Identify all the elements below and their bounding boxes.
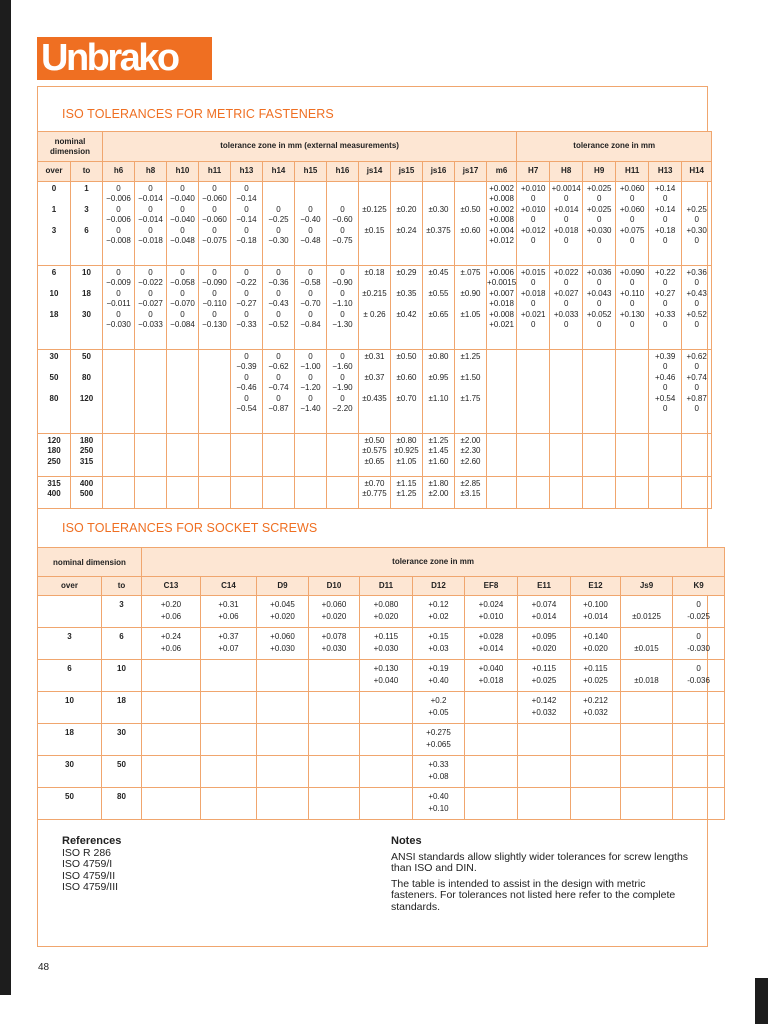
tolerance-cell (621, 724, 673, 756)
tolerance-cell (518, 788, 571, 820)
tolerance-cell: ±2.85 ±3.15 (455, 477, 487, 509)
table-row (38, 788, 725, 820)
tolerance-cell: +0.20 +0.06 (142, 596, 201, 628)
tolerance-cell: 0 −0.39 0 −0.46 0 −0.54 (231, 350, 263, 434)
tolerance-cell (201, 724, 257, 756)
tolerance-cell (583, 350, 616, 434)
tolerance-cell (571, 788, 621, 820)
tolerance-cell: 0 −0.14 0 −0.14 0 −0.18 (231, 182, 263, 266)
tolerance-cell: ±0.45 ±0.55 ±0.65 (423, 266, 455, 350)
col-header-K9: K9 (673, 577, 725, 596)
tolerance-cell: +0.130 +0.040 (360, 660, 413, 692)
tolerance-cell: 0 −0.22 0 −0.27 0 −0.33 (231, 266, 263, 350)
to-cell: 400 500 (71, 477, 103, 509)
col-header-h11: h11 (199, 162, 231, 182)
over-cell: 50 (38, 788, 102, 820)
tolerance-cell (465, 724, 518, 756)
tolerance-cell: +0.115 +0.030 (360, 628, 413, 660)
table-row (38, 724, 725, 756)
tolerance-cell (142, 660, 201, 692)
tolerance-cell: ±1.80 ±2.00 (423, 477, 455, 509)
socket-nominal-label: nominal dimension (53, 557, 126, 567)
tolerance-cell: 0 −0.014 0 −0.014 0 −0.018 (135, 182, 167, 266)
tolerance-cell: 0 −1.60 0 −1.90 0 −2.20 (327, 350, 359, 434)
col-header-D10: D10 (309, 577, 360, 596)
tolerance-cell (309, 660, 360, 692)
col-header-H9: H9 (583, 162, 616, 182)
over-cell: 3 (38, 628, 102, 660)
tolerance-cell: +0.040 +0.018 (465, 660, 518, 692)
to-cell: 50 80 120 (71, 350, 103, 434)
tolerance-cell: +0.074 +0.014 (518, 596, 571, 628)
tolerance-cell: +0.060 +0.030 (257, 628, 309, 660)
tolerance-cell: +0.002 +0.008 +0.002 +0.008 +0.004 +0.012 (487, 182, 517, 266)
tolerance-cell: ±0.50 ±0.60 (455, 182, 487, 266)
note-paragraph: The table is intended to assist in the design with metric fasteners. For tolerances not listed here refer to the complete standards. (391, 877, 676, 913)
col-header-E11: E11 (518, 577, 571, 596)
tolerance-cell: +0.19 +0.40 (413, 660, 465, 692)
tolerance-cell: +0.2 +0.05 (413, 692, 465, 724)
tolerance-cell: +0.060 0 +0.060 0 +0.075 0 (616, 182, 649, 266)
col-header-h16: h16 (327, 162, 359, 182)
tolerance-cell: ±0.30 ±0.375 (423, 182, 455, 266)
over-cell: 120 180 250 (38, 434, 71, 477)
note-paragraph: ANSI standards allow slightly wider tolerances for screw lengths than ISO and DIN. (391, 850, 689, 875)
tolerance-cell (673, 756, 725, 788)
reference-item: ISO 4759/III (62, 881, 119, 893)
tolerance-cell (103, 350, 135, 434)
tolerance-cell (231, 477, 263, 509)
table-row (38, 182, 712, 266)
tolerance-cell (309, 788, 360, 820)
tolerance-cell (201, 788, 257, 820)
col-header-h15: h15 (295, 162, 327, 182)
tolerance-cell (649, 477, 682, 509)
tolerance-cell: 0 −0.62 0 −0.74 0 −0.87 (263, 350, 295, 434)
table-row (38, 434, 712, 477)
tolerance-cell: ±1.15 ±1.25 (391, 477, 423, 509)
tolerance-cell (201, 660, 257, 692)
col-header-H11: H11 (616, 162, 649, 182)
tolerance-cell (517, 477, 550, 509)
col-header-H14: H14 (682, 162, 712, 182)
tolerance-cell (621, 788, 673, 820)
tolerance-cell (263, 477, 295, 509)
tolerance-cell: ±0.31 ±0.37 ±0.435 (359, 350, 391, 434)
col-header-over: over (38, 577, 102, 596)
over-cell: 10 (38, 692, 102, 724)
col-header-Js9: Js9 (621, 577, 673, 596)
right-edge-bar (755, 978, 768, 1024)
tolerance-cell (199, 477, 231, 509)
references-list (62, 848, 121, 894)
tolerance-cell: ±0.50 ±0.60 ±0.70 (391, 350, 423, 434)
tolerance-cell (360, 756, 413, 788)
tolerance-cell: 0 −0.60 0 −0.75 (327, 182, 359, 266)
tolerance-cell: 0 −0.90 0 −1.10 0 −1.30 (327, 266, 359, 350)
tolerance-cell: +0.15 +0.03 (413, 628, 465, 660)
tolerance-cell (167, 350, 199, 434)
tolerance-cell (487, 434, 517, 477)
tolerance-cell: ±0.80 ±0.95 ±1.10 (423, 350, 455, 434)
reference-item: ISO 4759/I (62, 858, 113, 870)
socket-nominal-header (38, 548, 142, 577)
notes-list (391, 852, 691, 914)
tolerance-cell (295, 477, 327, 509)
tolerance-cell (201, 756, 257, 788)
tolerance-cell (465, 756, 518, 788)
tolerance-cell (621, 692, 673, 724)
tolerance-cell (167, 434, 199, 477)
col-header-over: over (38, 162, 71, 182)
tolerance-cell: +0.045 +0.020 (257, 596, 309, 628)
tolerance-cell (135, 350, 167, 434)
to-cell: 180 250 315 (71, 434, 103, 477)
table-row (38, 692, 725, 724)
tolerance-cell (517, 434, 550, 477)
metric-fasteners-table (37, 131, 712, 509)
tolerance-cell (135, 434, 167, 477)
tolerance-cell: +0.40 +0.10 (413, 788, 465, 820)
table-row (38, 596, 725, 628)
tolerance-cell (309, 724, 360, 756)
tolerance-cell (103, 434, 135, 477)
notes-block (391, 836, 691, 918)
over-cell: 6 10 18 (38, 266, 71, 350)
tolerance-cell: ±0.015 (621, 628, 673, 660)
tolerance-cell (327, 434, 359, 477)
tolerance-cell: +0.140 +0.020 (571, 628, 621, 660)
tolerance-cell (263, 434, 295, 477)
tolerance-cell (487, 350, 517, 434)
tolerance-cell: ±0.125 ±0.15 (359, 182, 391, 266)
to-cell: 10 (102, 660, 142, 692)
tolerance-cell (142, 788, 201, 820)
col-header-H8: H8 (550, 162, 583, 182)
socket-screws-table (37, 547, 725, 820)
tolerance-cell (327, 477, 359, 509)
tolerance-cell (517, 350, 550, 434)
tolerance-cell: +0.025 0 +0.025 0 +0.030 0 (583, 182, 616, 266)
tolerance-cell (550, 477, 583, 509)
tolerance-cell (673, 692, 725, 724)
tolerance-cell (257, 788, 309, 820)
tolerance-cell: +0.090 0 +0.110 0 +0.130 0 (616, 266, 649, 350)
tolerance-cell (295, 434, 327, 477)
internal-zone-header: tolerance zone in mm (517, 132, 712, 162)
tolerance-cell (201, 692, 257, 724)
tolerance-cell: +0.015 0 +0.018 0 +0.021 0 (517, 266, 550, 350)
tolerance-cell (135, 477, 167, 509)
tolerance-cell: 0 −0.36 0 −0.43 0 −0.52 (263, 266, 295, 350)
tolerance-cell (673, 788, 725, 820)
brand-logo: Unbrako (37, 37, 212, 80)
references-block (62, 836, 121, 894)
tolerance-cell: 0 −0.25 0 −0.30 (263, 182, 295, 266)
tolerance-cell (550, 434, 583, 477)
tolerance-cell (550, 350, 583, 434)
tolerance-cell: ±0.018 (621, 660, 673, 692)
tolerance-cell (257, 660, 309, 692)
col-header-H7: H7 (517, 162, 550, 182)
tolerance-cell: 0 −0.040 0 −0.040 0 −0.048 (167, 182, 199, 266)
col-header-to: to (71, 162, 103, 182)
tolerance-cell: 0 −0.40 0 −0.48 (295, 182, 327, 266)
socket-zone-header: tolerance zone in mm (142, 548, 725, 577)
tolerance-cell: +0.275 +0.065 (413, 724, 465, 756)
tolerance-cell: +0.080 +0.020 (360, 596, 413, 628)
tolerance-cell (465, 692, 518, 724)
col-header-C13: C13 (142, 577, 201, 596)
to-cell: 80 (102, 788, 142, 820)
tolerance-cell: ±2.00 ±2.30 ±2.60 (455, 434, 487, 477)
col-header-h8: h8 (135, 162, 167, 182)
to-cell: 10 18 30 (71, 266, 103, 350)
tolerance-cell: ±0.29 ±0.35 ±0.42 (391, 266, 423, 350)
col-header-h10: h10 (167, 162, 199, 182)
tolerance-cell: 0 −0.009 0 −0.011 0 −0.030 (103, 266, 135, 350)
nominal-dimension-header (38, 132, 103, 162)
nominal-dimension-label: nominal dimension (49, 136, 90, 156)
tolerance-cell (360, 692, 413, 724)
tolerance-cell (583, 477, 616, 509)
tolerance-cell: 0 -0.030 (673, 628, 725, 660)
external-zone-header: tolerance zone in mm (external measurements) (103, 132, 517, 162)
tolerance-cell: 0 −1.00 0 −1.20 0 −1.40 (295, 350, 327, 434)
tolerance-cell (142, 756, 201, 788)
tolerance-cell: +0.37 +0.07 (201, 628, 257, 660)
tolerance-cell (309, 756, 360, 788)
col-header-H13: H13 (649, 162, 682, 182)
col-header-D9: D9 (257, 577, 309, 596)
section-title-metric-fasteners: ISO TOLERANCES FOR METRIC FASTENERS (62, 107, 334, 121)
over-cell: 0 1 3 (38, 182, 71, 266)
tolerance-cell (518, 724, 571, 756)
tolerance-cell: +0.115 +0.025 (518, 660, 571, 692)
over-cell (38, 596, 102, 628)
tolerance-cell: ±0.20 ±0.24 (391, 182, 423, 266)
col-header-js17: js17 (455, 162, 487, 182)
tolerance-cell: +0.095 +0.020 (518, 628, 571, 660)
tolerance-cell: ±0.18 ±0.215 ± 0.26 (359, 266, 391, 350)
col-header-D12: D12 (413, 577, 465, 596)
tolerance-cell: +0.62 0 +0.74 0 +0.87 0 (682, 350, 712, 434)
tolerance-cell: +0.078 +0.030 (309, 628, 360, 660)
tolerance-cell: 0 -0.036 (673, 660, 725, 692)
references-heading: References (62, 835, 122, 847)
tolerance-cell: +0.028 +0.014 (465, 628, 518, 660)
tolerance-cell (199, 350, 231, 434)
tolerance-cell: 0 −0.060 0 −0.060 0 −0.075 (199, 182, 231, 266)
table-row (38, 350, 712, 434)
to-cell: 50 (102, 756, 142, 788)
tolerance-cell (142, 724, 201, 756)
col-header-h6: h6 (103, 162, 135, 182)
tolerance-cell: +0.33 +0.08 (413, 756, 465, 788)
col-header-js14: js14 (359, 162, 391, 182)
col-header-m6: m6 (487, 162, 517, 182)
tolerance-cell (360, 724, 413, 756)
to-cell: 18 (102, 692, 142, 724)
tolerance-cell: 0 -0.025 (673, 596, 725, 628)
tolerance-cell (465, 788, 518, 820)
tolerance-cell: +0.36 0 +0.43 0 +0.52 0 (682, 266, 712, 350)
over-cell: 6 (38, 660, 102, 692)
col-header-E12: E12 (571, 577, 621, 596)
tolerance-cell: +0.212 +0.032 (571, 692, 621, 724)
over-cell: 315 400 (38, 477, 71, 509)
tolerance-cell (571, 724, 621, 756)
over-cell: 30 (38, 756, 102, 788)
reference-item: ISO R 286 (62, 846, 112, 859)
col-header-to: to (102, 577, 142, 596)
table-row (38, 756, 725, 788)
tolerance-cell (616, 477, 649, 509)
to-cell: 1 3 6 (71, 182, 103, 266)
reference-item: ISO 4759/II (62, 869, 116, 882)
tolerance-cell: +0.100 +0.014 (571, 596, 621, 628)
tolerance-cell: ±0.70 ±0.775 (359, 477, 391, 509)
tolerance-cell: ±0.0125 (621, 596, 673, 628)
tolerance-cell (518, 756, 571, 788)
tolerance-cell (257, 692, 309, 724)
tolerance-cell (571, 756, 621, 788)
tolerance-cell: ±0.80 ±0.925 ±1.05 (391, 434, 423, 477)
tolerance-cell: 0 −0.090 0 −0.110 0 −0.130 (199, 266, 231, 350)
col-header-EF8: EF8 (465, 577, 518, 596)
tolerance-cell (621, 756, 673, 788)
tolerance-cell: +0.010 0 +0.010 0 +0.012 0 (517, 182, 550, 266)
to-cell: 3 (102, 596, 142, 628)
tolerance-cell (673, 724, 725, 756)
tolerance-cell: ±1.25 ±1.45 ±1.60 (423, 434, 455, 477)
tolerance-cell: ±.075 ±0.90 ±1.05 (455, 266, 487, 350)
notes-heading: Notes (391, 835, 422, 847)
tolerance-cell: +0.24 +0.06 (142, 628, 201, 660)
section-title-socket-screws: ISO TOLERANCES FOR SOCKET SCREWS (62, 521, 318, 535)
table-row (38, 628, 725, 660)
tolerance-cell (487, 477, 517, 509)
tolerance-cell (231, 434, 263, 477)
to-cell: 30 (102, 724, 142, 756)
tolerance-cell (309, 692, 360, 724)
left-edge-bar (0, 0, 11, 995)
over-cell: 18 (38, 724, 102, 756)
tolerance-cell (616, 350, 649, 434)
tolerance-cell (167, 477, 199, 509)
tolerance-cell (257, 756, 309, 788)
tolerance-cell: +0.024 +0.010 (465, 596, 518, 628)
tolerance-cell (682, 434, 712, 477)
tolerance-cell: +0.14 0 +0.14 0 +0.18 0 (649, 182, 682, 266)
tolerance-cell (360, 788, 413, 820)
tolerance-cell (199, 434, 231, 477)
to-cell: 6 (102, 628, 142, 660)
tolerance-cell: +0.022 0 +0.027 0 +0.033 0 (550, 266, 583, 350)
tolerance-cell: 0 −0.006 0 −0.006 0 −0.008 (103, 182, 135, 266)
table-row (38, 660, 725, 692)
tolerance-cell (103, 477, 135, 509)
tolerance-cell: +0.142 +0.032 (518, 692, 571, 724)
tolerance-cell (583, 434, 616, 477)
tolerance-cell: +0.31 +0.06 (201, 596, 257, 628)
tolerance-cell: +0.22 0 +0.27 0 +0.33 0 (649, 266, 682, 350)
tolerance-cell: ±0.50 ±0.575 ±0.65 (359, 434, 391, 477)
col-header-h13: h13 (231, 162, 263, 182)
tolerance-cell: +0.25 0 +0.30 0 (682, 182, 712, 266)
tolerance-cell (257, 724, 309, 756)
tolerance-cell: 0 −0.058 0 −0.070 0 −0.084 (167, 266, 199, 350)
tolerance-cell: +0.060 +0.020 (309, 596, 360, 628)
col-header-js16: js16 (423, 162, 455, 182)
tolerance-cell (649, 434, 682, 477)
tolerance-cell (616, 434, 649, 477)
tolerance-cell: +0.0014 0 +0.014 0 +0.018 0 (550, 182, 583, 266)
table-row (38, 477, 712, 509)
tolerance-cell (682, 477, 712, 509)
page-number: 48 (38, 962, 50, 973)
tolerance-cell: +0.12 +0.02 (413, 596, 465, 628)
table-row (38, 266, 712, 350)
tolerance-cell: 0 −0.022 0 −0.027 0 −0.033 (135, 266, 167, 350)
col-header-js15: js15 (391, 162, 423, 182)
tolerance-cell: +0.39 0 +0.46 0 +0.54 0 (649, 350, 682, 434)
tolerance-cell: 0 −0.58 0 −0.70 0 −0.84 (295, 266, 327, 350)
tolerance-cell: +0.115 +0.025 (571, 660, 621, 692)
col-header-C14: C14 (201, 577, 257, 596)
tolerance-cell: +0.006 +0.0015 +0.007 +0.018 +0.008 +0.021 (487, 266, 517, 350)
tolerance-cell (142, 692, 201, 724)
over-cell: 30 50 80 (38, 350, 71, 434)
tolerance-cell: ±1.25 ±1.50 ±1.75 (455, 350, 487, 434)
tolerance-cell: +0.036 0 +0.043 0 +0.052 0 (583, 266, 616, 350)
col-header-h14: h14 (263, 162, 295, 182)
col-header-D11: D11 (360, 577, 413, 596)
